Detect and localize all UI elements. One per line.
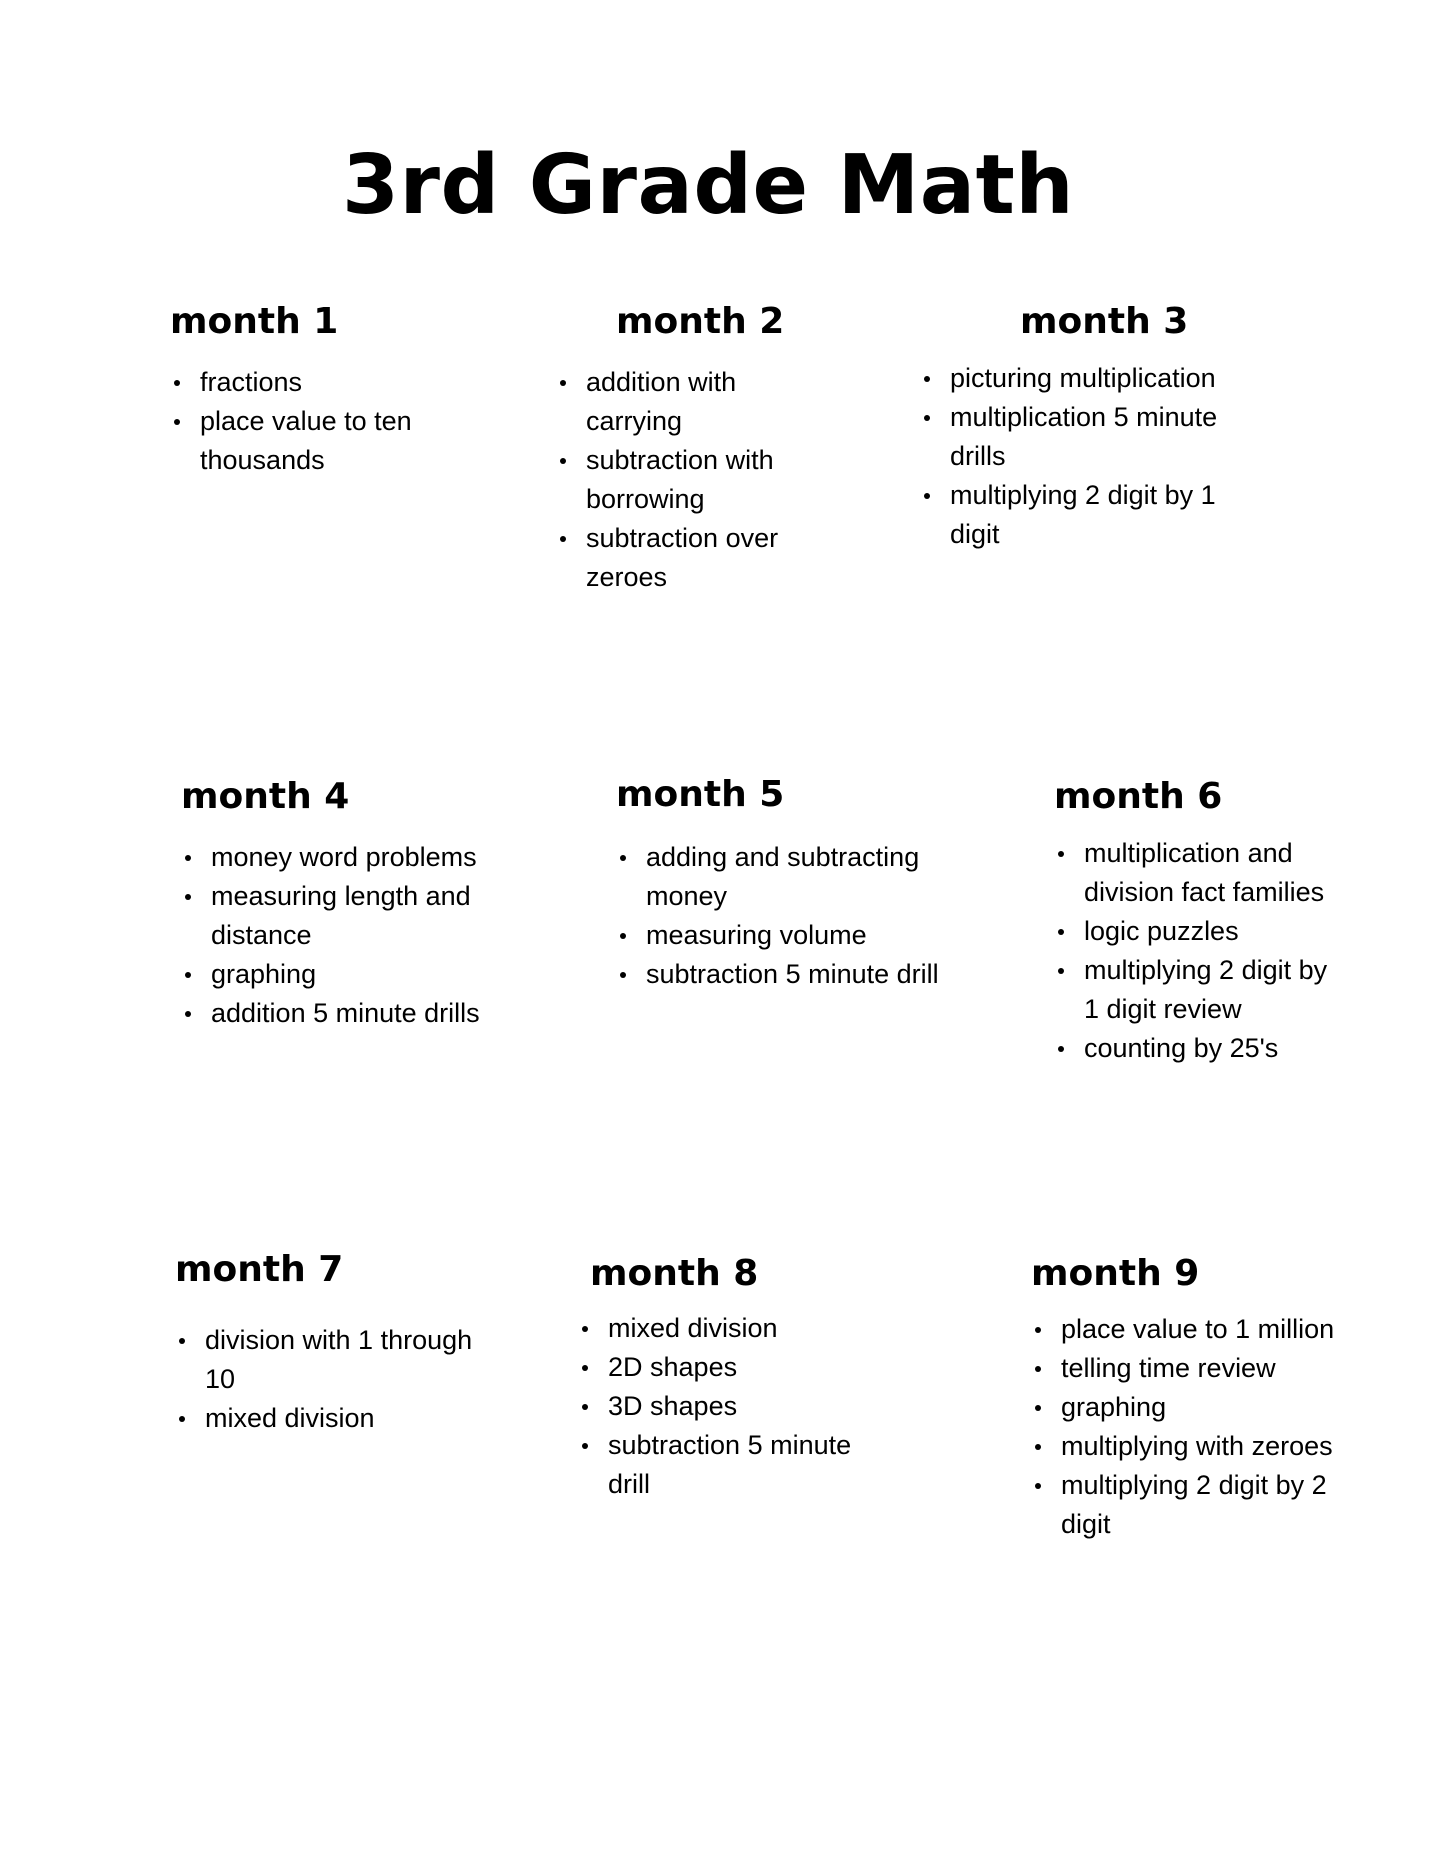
list-item: subtraction 5 minute drill bbox=[578, 1426, 851, 1504]
month-7-topic-list bbox=[175, 1321, 472, 1438]
month-1-section bbox=[170, 301, 412, 480]
month-6-topic-list bbox=[1054, 834, 1327, 1068]
month-9-heading: month 9 bbox=[1031, 1253, 1200, 1294]
month-2-topic-list bbox=[556, 363, 784, 597]
month-6-section bbox=[1054, 776, 1328, 1068]
page-title: 3rd Grade Math bbox=[342, 138, 1075, 233]
list-item: graphing bbox=[1031, 1388, 1334, 1427]
list-item: subtraction 5 minute drill bbox=[616, 955, 939, 994]
list-item: measuring length and distance bbox=[181, 877, 480, 955]
list-item: fractions bbox=[170, 363, 412, 402]
list-item: multiplying with zeroes bbox=[1031, 1427, 1334, 1466]
list-item: multiplication 5 minute drills bbox=[920, 398, 1217, 476]
month-9-section bbox=[1031, 1253, 1335, 1544]
month-7-section bbox=[175, 1249, 473, 1438]
list-item: telling time review bbox=[1031, 1349, 1334, 1388]
list-item: multiplication and division fact families bbox=[1054, 834, 1327, 912]
list-item: graphing bbox=[181, 955, 480, 994]
list-item: multiplying 2 digit by 1 digit bbox=[920, 476, 1217, 554]
month-5-heading: month 5 bbox=[616, 774, 785, 815]
list-item: mixed division bbox=[175, 1399, 472, 1438]
month-2-heading: month 2 bbox=[616, 301, 785, 342]
month-8-section bbox=[578, 1253, 852, 1504]
month-4-topic-list bbox=[181, 838, 480, 1033]
month-3-heading: month 3 bbox=[1020, 301, 1189, 342]
month-2-section bbox=[556, 301, 785, 597]
month-5-topic-list bbox=[616, 838, 939, 994]
list-item: mixed division bbox=[578, 1309, 851, 1348]
list-item: adding and subtracting money bbox=[616, 838, 939, 916]
month-5-section bbox=[616, 774, 939, 994]
month-7-heading: month 7 bbox=[175, 1249, 344, 1290]
list-item: multiplying 2 digit by 1 digit review bbox=[1054, 951, 1327, 1029]
list-item: multiplying 2 digit by 2 digit bbox=[1031, 1466, 1334, 1544]
month-3-topic-list bbox=[920, 359, 1217, 554]
list-item: logic puzzles bbox=[1054, 912, 1327, 951]
list-item: measuring volume bbox=[616, 916, 939, 955]
list-item: place value to 1 million bbox=[1031, 1310, 1334, 1349]
month-8-topic-list bbox=[578, 1309, 851, 1504]
list-item: 2D shapes bbox=[578, 1348, 851, 1387]
list-item: addition with carrying bbox=[556, 363, 784, 441]
month-8-heading: month 8 bbox=[590, 1253, 759, 1294]
list-item: counting by 25's bbox=[1054, 1029, 1327, 1068]
month-1-heading: month 1 bbox=[170, 301, 339, 342]
list-item: subtraction with borrowing bbox=[556, 441, 784, 519]
list-item: picturing multiplication bbox=[920, 359, 1217, 398]
month-9-topic-list bbox=[1031, 1310, 1334, 1544]
month-6-heading: month 6 bbox=[1054, 776, 1223, 817]
list-item: subtraction over zeroes bbox=[556, 519, 784, 597]
month-4-section bbox=[181, 776, 480, 1033]
list-item: addition 5 minute drills bbox=[181, 994, 480, 1033]
month-1-topic-list bbox=[170, 363, 412, 480]
month-3-section bbox=[920, 301, 1218, 554]
month-4-heading: month 4 bbox=[181, 776, 350, 817]
list-item: money word problems bbox=[181, 838, 480, 877]
list-item: place value to ten thousands bbox=[170, 402, 412, 480]
list-item: division with 1 through 10 bbox=[175, 1321, 472, 1399]
list-item: 3D shapes bbox=[578, 1387, 851, 1426]
